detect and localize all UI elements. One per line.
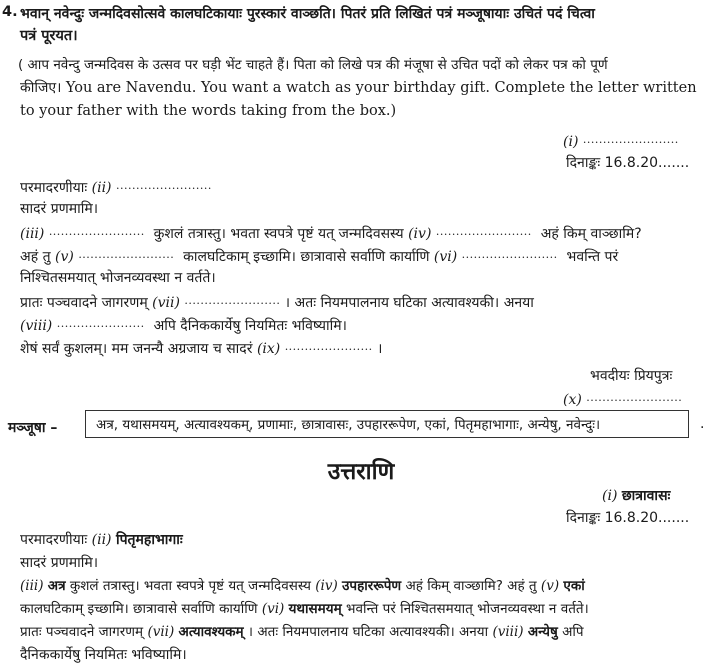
blank-dots: ........................: [586, 391, 683, 404]
answer-line-3: [20, 622, 584, 642]
letter-text: अपि दैनिककार्येषु नियमितः भविष्यामि।: [153, 318, 347, 334]
blank-number: (vii): [152, 295, 180, 311]
signature-blank: [563, 388, 682, 410]
answer-greeting: सादरं प्रणमामि।: [20, 555, 99, 571]
letter-line-2: [20, 245, 618, 267]
answer-word: अत्यावश्यकम्: [178, 624, 244, 640]
word-box: [85, 410, 689, 438]
letter-line-6: [20, 337, 382, 359]
word-box-label: मञ्जूषा –: [8, 420, 58, 436]
answer-date: दिनाङ्कः 16.8.20.......: [566, 510, 690, 526]
letter-text: । अतः नियमपालनाय घटिका अत्यावश्यकी। अनया: [247, 624, 489, 640]
blank-number: (v): [540, 578, 560, 594]
letter-text: । अतः नियमपालनाय घटिका अत्यावश्यकी। अनया: [284, 295, 534, 311]
question-number: 4.: [2, 4, 18, 20]
blank-dots: ........................: [184, 294, 281, 307]
answer-line-4: दैनिककार्येषु नियमितः भविष्यामि।: [20, 647, 187, 663]
letter-text: अहं तु: [20, 249, 51, 265]
blank-dots: ........................: [115, 179, 212, 192]
blank-dots: ........................: [78, 248, 175, 261]
blank-number: (i): [602, 488, 618, 504]
blank-number: (iii): [20, 578, 44, 594]
letter-text: शेषं सर्वं कुशलम्। मम जनन्यै अग्रजाय च सादरं: [20, 341, 253, 357]
greeting: सादरं प्रणमामि।: [20, 201, 99, 217]
question-text-line1: भवान् नवेन्दुः जन्मदिवसोत्सवे कालघटिकायाः पुरस्कारं वाञ्छति। पितरं प्रति लिखितं पत्रं मञ्जूषायाः उचितं पदं चित्वा: [20, 6, 595, 22]
answer-salutation: [20, 530, 183, 550]
blank-number: (viii): [20, 318, 53, 334]
letter-text: अपि: [562, 624, 584, 640]
letter-text: कुशलं तत्रास्तु। भवता स्वपत्रे पृष्टं यत् जन्मदिवसस्य: [153, 226, 404, 242]
blank-dots: ........................: [48, 225, 145, 238]
letter-text: भवन्ति परं: [566, 249, 619, 265]
dot-mark: ·: [700, 420, 705, 436]
letter-text: प्रातः पञ्चवादने जागरणम्: [20, 295, 148, 311]
blank-number: (vi): [433, 249, 458, 265]
blank-number: (ii): [91, 532, 112, 548]
blank-number: (ix): [256, 341, 281, 357]
answer-word: अत्र: [47, 578, 66, 594]
blank-number: (ii): [91, 180, 112, 196]
blank-number: (x): [563, 392, 582, 408]
hindi-instruction: ( आप नवेन्दु जन्मदिवस के उत्सव पर घड़ी भेंट चाहते हैं। पिता को लिखे पत्र की मंजूषा से उचित पदों को लेकर पत्र को पूर्ण: [18, 57, 608, 73]
blank-number: (vii): [147, 624, 175, 640]
letter-line-3: निश्चितसमयात् भोजनव्यवस्था न वर्तते।: [20, 270, 216, 286]
letter-text: ।: [377, 341, 383, 357]
blank-number: (iv): [315, 578, 338, 594]
letter-line-4: [20, 291, 534, 313]
letter-text: कालघटिकाम् इच्छामि। छात्रावासे सर्वाणि कार्याणि: [20, 601, 258, 617]
answer-word: अन्येषु: [527, 624, 558, 640]
letter-text: कालघटिकाम् इच्छामि। छात्रावासे सर्वाणि कार्याणि: [183, 249, 430, 265]
answer-word: पितृमहाभागाः: [115, 532, 183, 548]
blank-dots: ........................: [582, 133, 679, 146]
letter-line-1: [20, 222, 642, 244]
blank-dots: ........................: [435, 225, 532, 238]
answer-word: एकां: [563, 578, 585, 594]
closing: भवदीयः प्रियपुत्रः: [590, 368, 673, 384]
answer-word: उपहाररूपेण: [342, 578, 402, 594]
word-box-words: अत्र, यथासमयम्, अत्यावश्यकम्, प्रणामाः, छात्रावासः, उपहाररूपेण, एकां, पितृमहाभागाः, अन्येषु, नवेन्दुः।: [96, 417, 601, 433]
letter-line-5: [20, 314, 347, 336]
english-instruction: You are Navendu. You want a watch as your birthday gift. Complete the letter written: [65, 80, 697, 96]
answer-word: यथासमयम्: [288, 601, 342, 617]
blank-number: (viii): [492, 624, 524, 640]
salutation-line: [20, 176, 212, 198]
blank-number: (iv): [408, 226, 432, 242]
letter-text: अहं किम् वाञ्छामि?: [540, 226, 642, 242]
question-text-line2: पत्रं पूरयत।: [20, 28, 78, 44]
salutation: परमादरणीयाः: [20, 532, 88, 548]
blank-number: (iii): [20, 226, 45, 242]
answer-word: छात्रावासः: [621, 488, 671, 504]
letter-text: अहं किम् वाञ्छामि? अहं तु: [405, 578, 537, 594]
address-blank: [563, 130, 679, 152]
answer-line-2: [20, 599, 589, 619]
blank-dots: ......................: [284, 340, 373, 353]
date-line: दिनाङ्कः 16.8.20.......: [566, 155, 690, 171]
hindi-instruction-end: कीजिए।: [20, 80, 62, 96]
blank-dots: ......................: [56, 317, 145, 330]
letter-text: भवन्ति परं निश्चितसमयात् भोजनव्यवस्था न वर्तते।: [345, 601, 589, 617]
instruction-line2: [20, 78, 697, 98]
answer-line-1: [20, 576, 585, 596]
answer-address: [602, 486, 670, 506]
blank-number: (vi): [261, 601, 285, 617]
letter-text: कुशलं तत्रास्तु। भवता स्वपत्रे पृष्टं यत् जन्मदिवसस्य: [69, 578, 311, 594]
answers-heading: उत्तराणि: [327, 459, 395, 485]
blank-number: (i): [563, 134, 579, 150]
salutation: परमादरणीयाः: [20, 180, 88, 196]
blank-dots: ........................: [461, 248, 558, 261]
letter-text: प्रातः पञ्चवादने जागरणम्: [20, 624, 144, 640]
english-instruction-line3: to your father with the words taking from the box.): [20, 103, 397, 119]
blank-number: (v): [55, 249, 74, 265]
